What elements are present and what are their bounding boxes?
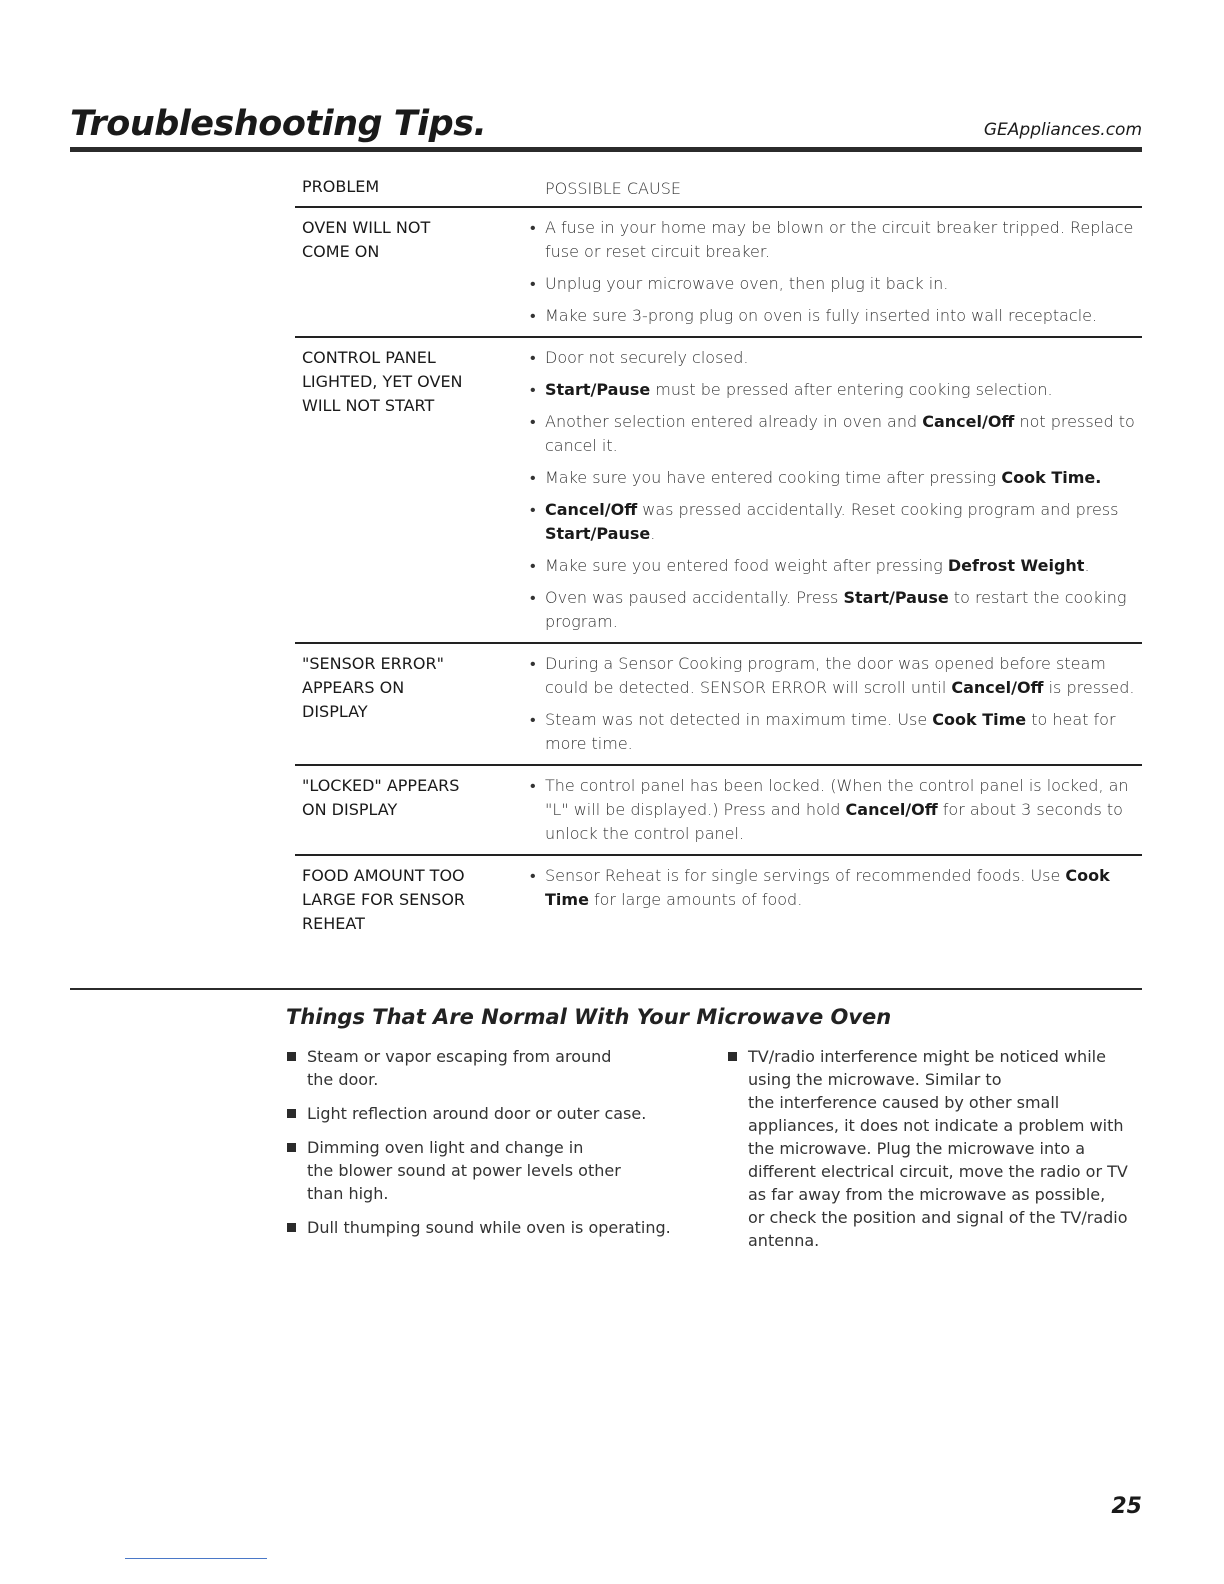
cause-text: is pressed. [1043, 678, 1135, 697]
site-url: GEAppliances.com [983, 120, 1142, 140]
problem-cell: OVEN WILL NOT COME ON [302, 218, 431, 261]
square-bullet-icon [287, 1052, 296, 1061]
cause-text: Another selection entered already in oven and [545, 412, 923, 431]
bullet-icon: • [530, 380, 536, 399]
control-key-name: Cook Time. [1001, 468, 1102, 487]
cause-text: Make sure you have entered cooking time after pressing [545, 468, 1002, 487]
cause-text: A fuse in your home may be blown or the circuit breaker tripped. Replace fuse or reset circuit breaker. [545, 218, 1134, 261]
cause-text: to heat for more time. [545, 710, 1116, 753]
cause-text: Make sure you entered food weight after pressing [545, 556, 948, 575]
bullet-icon: • [530, 866, 536, 885]
list-item [286, 1216, 676, 1239]
footer-link-underline [125, 1558, 267, 1559]
table-body [295, 208, 1142, 944]
page-header [70, 104, 1142, 152]
control-key-name: Start/Pause [545, 380, 651, 399]
cause-text: Oven was paused accidentally. Press [545, 588, 844, 607]
cause-item [525, 652, 1142, 700]
section-divider [70, 988, 1142, 990]
list-item [286, 1045, 676, 1091]
problem-cell: "SENSOR ERROR" APPEARS ON DISPLAY [302, 654, 444, 721]
table-row [295, 208, 1142, 338]
control-key-name: Cancel/Off [922, 412, 1015, 431]
cause-column-header: POSSIBLE CAUSE [545, 179, 681, 198]
cause-cell [525, 774, 1142, 846]
normal-list-left [286, 1045, 676, 1250]
cause-item [525, 554, 1142, 578]
normal-section-title: Things That Are Normal With Your Microwave Oven [286, 1005, 892, 1029]
list-item [286, 1136, 676, 1205]
problem-cell: FOOD AMOUNT TOO LARGE FOR SENSOR REHEAT [302, 866, 466, 933]
list-item [727, 1045, 1132, 1252]
cause-text: for large amounts of food. [588, 890, 803, 909]
square-bullet-icon [287, 1109, 296, 1118]
cause-item [525, 304, 1142, 328]
control-key-name: Cancel/Off [845, 800, 938, 819]
cause-text: not pressed to cancel it. [545, 412, 1135, 455]
square-bullet-icon [287, 1223, 296, 1232]
list-item-text: Light reflection around door or outer case. [307, 1104, 647, 1123]
control-key-name: Start/Pause [545, 524, 651, 543]
cause-item [525, 216, 1142, 264]
bullet-icon: • [530, 776, 536, 795]
cause-text: for about 3 seconds to unlock the control panel. [545, 800, 1123, 843]
cause-item [525, 498, 1142, 546]
control-key-name: Cook Time [545, 866, 1110, 909]
table-row [295, 644, 1142, 766]
cause-cell [525, 216, 1142, 328]
bullet-icon: • [530, 468, 536, 487]
cause-item [525, 378, 1142, 402]
page-title: Troubleshooting Tips. [70, 104, 487, 144]
problem-column-header: PROBLEM [302, 177, 380, 196]
problem-cell: "LOCKED" APPEARS ON DISPLAY [302, 776, 460, 819]
cause-item [525, 864, 1142, 912]
cause-text: . [650, 524, 656, 543]
list-item [286, 1102, 676, 1125]
bullet-icon: • [530, 588, 536, 607]
problem-cell: CONTROL PANEL LIGHTED, YET OVEN WILL NOT START [302, 348, 463, 415]
cause-text: Steam was not detected in maximum time. Use [545, 710, 933, 729]
bullet-icon: • [530, 710, 536, 729]
list-item-text: Steam or vapor escaping from around the door. [307, 1047, 612, 1089]
bullet-icon: • [530, 500, 536, 519]
normal-list-right [727, 1045, 1132, 1263]
bullet-icon: • [530, 654, 536, 673]
square-bullet-icon [728, 1052, 737, 1061]
list-item-text: TV/radio interference might be noticed while using the microwave. Similar to the interference caused by other small appliances, it does not indicate a problem with the microwave. Plug the microwave into a different electrical circuit, move the radio or TV as far away from the microwave as possible, or check the position and signal of the TV/radio antenna. [748, 1047, 1128, 1250]
cause-text: Door not securely closed. [545, 348, 749, 367]
bullet-icon: • [530, 274, 536, 293]
cause-cell [525, 652, 1142, 756]
control-key-name: Start/Pause [843, 588, 949, 607]
cause-cell [525, 864, 1142, 936]
cause-text: Unplug your microwave oven, then plug it back in. [545, 274, 949, 293]
troubleshooting-table [295, 175, 1142, 944]
cause-text: The control panel has been locked. (When the control panel is locked, an "L" will be displayed.) Press and hold [545, 776, 1129, 819]
control-key-name: Cook Time [932, 710, 1027, 729]
list-item-text: Dimming oven light and change in the blower sound at power levels other than high. [307, 1138, 621, 1203]
cause-item [525, 774, 1142, 846]
cause-item [525, 410, 1142, 458]
table-row [295, 856, 1142, 944]
cause-item [525, 708, 1142, 756]
list-item-text: Dull thumping sound while oven is operating. [307, 1218, 671, 1237]
bullet-icon: • [530, 348, 536, 367]
cause-text: During a Sensor Cooking program, the door was opened before steam could be detected. SENSOR ERROR will scroll until [545, 654, 1106, 697]
bullet-icon: • [530, 412, 536, 431]
control-key-name: Defrost Weight [947, 556, 1085, 575]
table-row [295, 338, 1142, 644]
cause-item [525, 346, 1142, 370]
page-number: 25 [1111, 1494, 1142, 1519]
cause-item [525, 272, 1142, 296]
table-header [295, 175, 1142, 208]
control-key-name: Cancel/Off [545, 500, 638, 519]
cause-item [525, 586, 1142, 634]
cause-cell [525, 346, 1142, 634]
control-key-name: Cancel/Off [951, 678, 1044, 697]
cause-item [525, 466, 1142, 490]
bullet-icon: • [530, 218, 536, 237]
cause-text: . [1084, 556, 1090, 575]
cause-text: to restart the cooking program. [545, 588, 1127, 631]
bullet-icon: • [530, 306, 536, 325]
bullet-icon: • [530, 556, 536, 575]
cause-text: Sensor Reheat is for single servings of recommended foods. Use [545, 866, 1066, 885]
table-row [295, 766, 1142, 856]
cause-text: was pressed accidentally. Reset cooking program and press [637, 500, 1119, 519]
cause-text: Make sure 3-prong plug on oven is fully inserted into wall receptacle. [545, 306, 1098, 325]
square-bullet-icon [287, 1143, 296, 1152]
header-rule [70, 147, 1142, 152]
cause-text: must be pressed after entering cooking selection. [650, 380, 1053, 399]
